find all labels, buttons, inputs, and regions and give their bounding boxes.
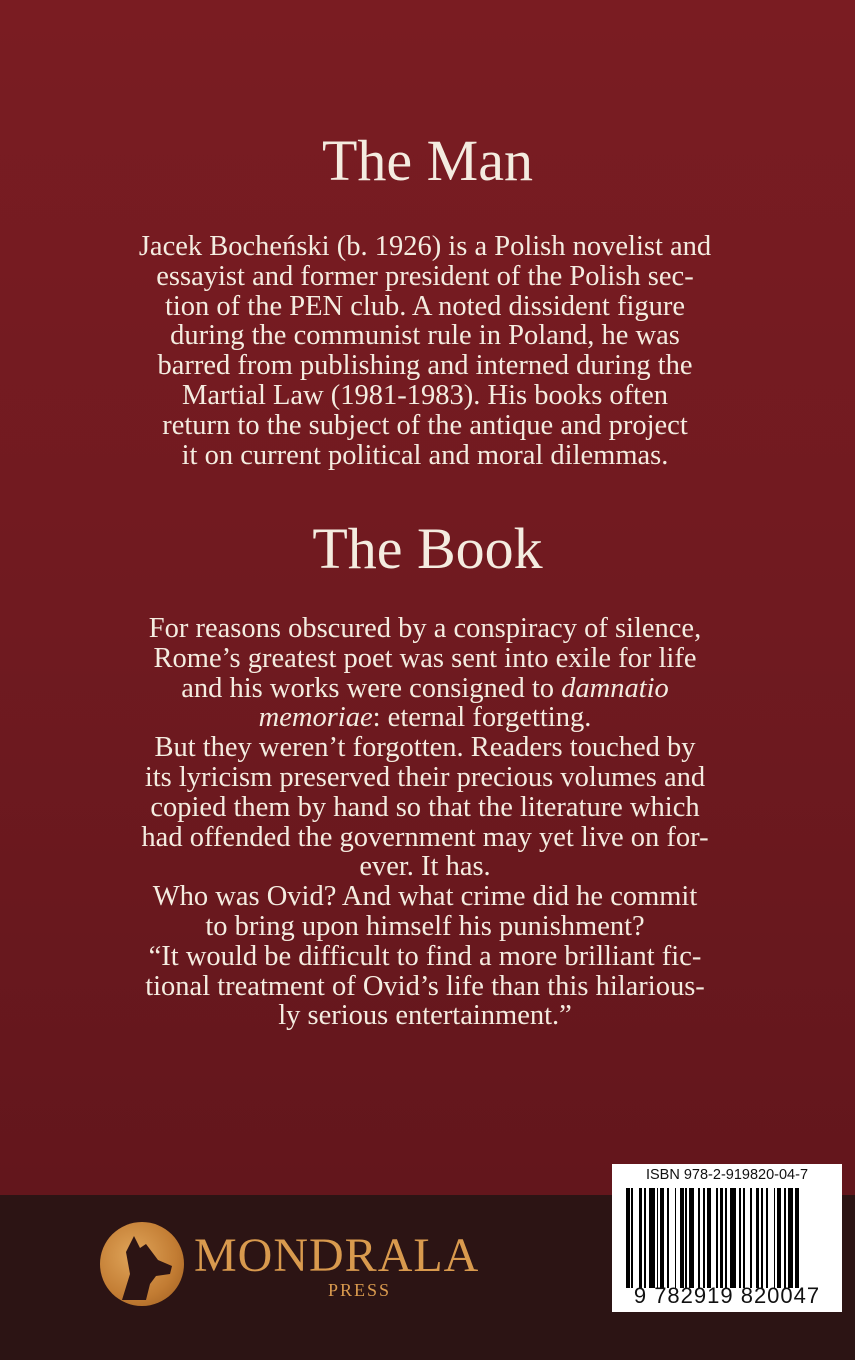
blurb-line: ly serious entertainment.” — [278, 1000, 572, 1032]
bio-line: tion of the PEN club. A noted dissident figure — [164, 290, 686, 322]
dog-head-icon — [100, 1222, 184, 1306]
blurb-line: and his works were consigned to damnatio — [181, 672, 669, 704]
barcode-bar — [788, 1188, 793, 1288]
barcode-digits: 9 782919 820047 — [633, 1283, 821, 1308]
blurb-line: Rome’s greatest poet was sent into exile for life — [153, 642, 697, 674]
barcode-bar — [644, 1188, 646, 1288]
author-bio — [90, 232, 760, 470]
italic-phrase: memoriae — [258, 702, 373, 734]
barcode-bar — [675, 1188, 677, 1288]
bio-line: Jacek Bocheński (b. 1926) is a Polish novelist and — [138, 231, 712, 262]
publisher-name: MONDRALA — [194, 1229, 480, 1282]
barcode-bar — [730, 1188, 735, 1288]
bio-line: Martial Law (1981-1983). His books often — [182, 379, 668, 411]
book-blurb — [90, 614, 760, 1031]
barcode-bar — [649, 1188, 654, 1288]
barcode-bar — [756, 1188, 760, 1288]
barcode-bar — [774, 1188, 776, 1288]
barcode-bar — [739, 1188, 741, 1288]
barcode-bar — [761, 1188, 763, 1288]
barcode-bar — [685, 1188, 687, 1288]
barcode-bar — [720, 1188, 724, 1288]
barcode-bar — [743, 1188, 745, 1288]
barcode-bar — [766, 1188, 768, 1288]
book-heading: The Book — [312, 516, 543, 581]
barcode-bar — [667, 1188, 669, 1288]
barcode-bar — [680, 1188, 684, 1288]
barcode-bar — [703, 1188, 705, 1288]
bio-line: barred from publishing and interned during the — [157, 350, 693, 382]
blurb-line: “It would be difficult to find a more brilliant fic- — [148, 940, 702, 972]
publisher-sub: PRESS — [328, 1280, 392, 1300]
barcode-bar — [750, 1188, 752, 1288]
barcode-bar — [657, 1188, 659, 1288]
isbn-barcode — [612, 1164, 842, 1312]
blurb-line: tional treatment of Ovid’s life than this hilarious- — [145, 970, 705, 1002]
bio-line: it on current political and moral dilemmas. — [181, 439, 669, 471]
barcode-bar — [725, 1188, 727, 1288]
blurb-line: ever. It has. — [359, 851, 491, 883]
barcode-bar — [660, 1188, 664, 1288]
isbn-label: ISBN 978-2-919820-04-7 — [645, 1167, 809, 1183]
bio-line: return to the subject of the antique and project — [162, 409, 688, 441]
barcode-bar — [777, 1188, 781, 1288]
blurb-line: to bring upon himself his punishment? — [205, 910, 645, 942]
barcode-bars — [626, 1188, 830, 1288]
dog-head-silhouette — [100, 1222, 184, 1306]
blurb-line: memoriae: eternal forgetting. — [258, 702, 592, 734]
barcode-bar — [689, 1188, 694, 1288]
barcode-bar — [639, 1188, 643, 1288]
blurb-line: copied them by hand so that the literature which — [150, 791, 700, 823]
barcode-bar — [698, 1188, 700, 1288]
italic-phrase: damnatio — [561, 672, 669, 704]
barcode-bar — [626, 1188, 630, 1288]
blurb-line: had offended the government may yet live on for- — [141, 821, 709, 853]
barcode-bar — [707, 1188, 711, 1288]
blurb-line: its lyricism preserved their precious volumes and — [144, 761, 706, 793]
barcode-bar — [631, 1188, 633, 1288]
publisher-logo — [100, 1222, 500, 1312]
bio-line: during the communist rule in Poland, he was — [170, 320, 680, 352]
man-heading: The Man — [322, 128, 533, 193]
barcode-bar — [784, 1188, 786, 1288]
bio-line: essayist and former president of the Polish sec- — [156, 260, 694, 292]
barcode-bar — [716, 1188, 718, 1288]
barcode-bar — [795, 1188, 799, 1288]
blurb-line: But they weren’t forgotten. Readers touched by — [154, 732, 696, 764]
blurb-line: For reasons obscured by a conspiracy of silence, — [148, 613, 702, 644]
blurb-line: Who was Ovid? And what crime did he commit — [152, 881, 698, 913]
